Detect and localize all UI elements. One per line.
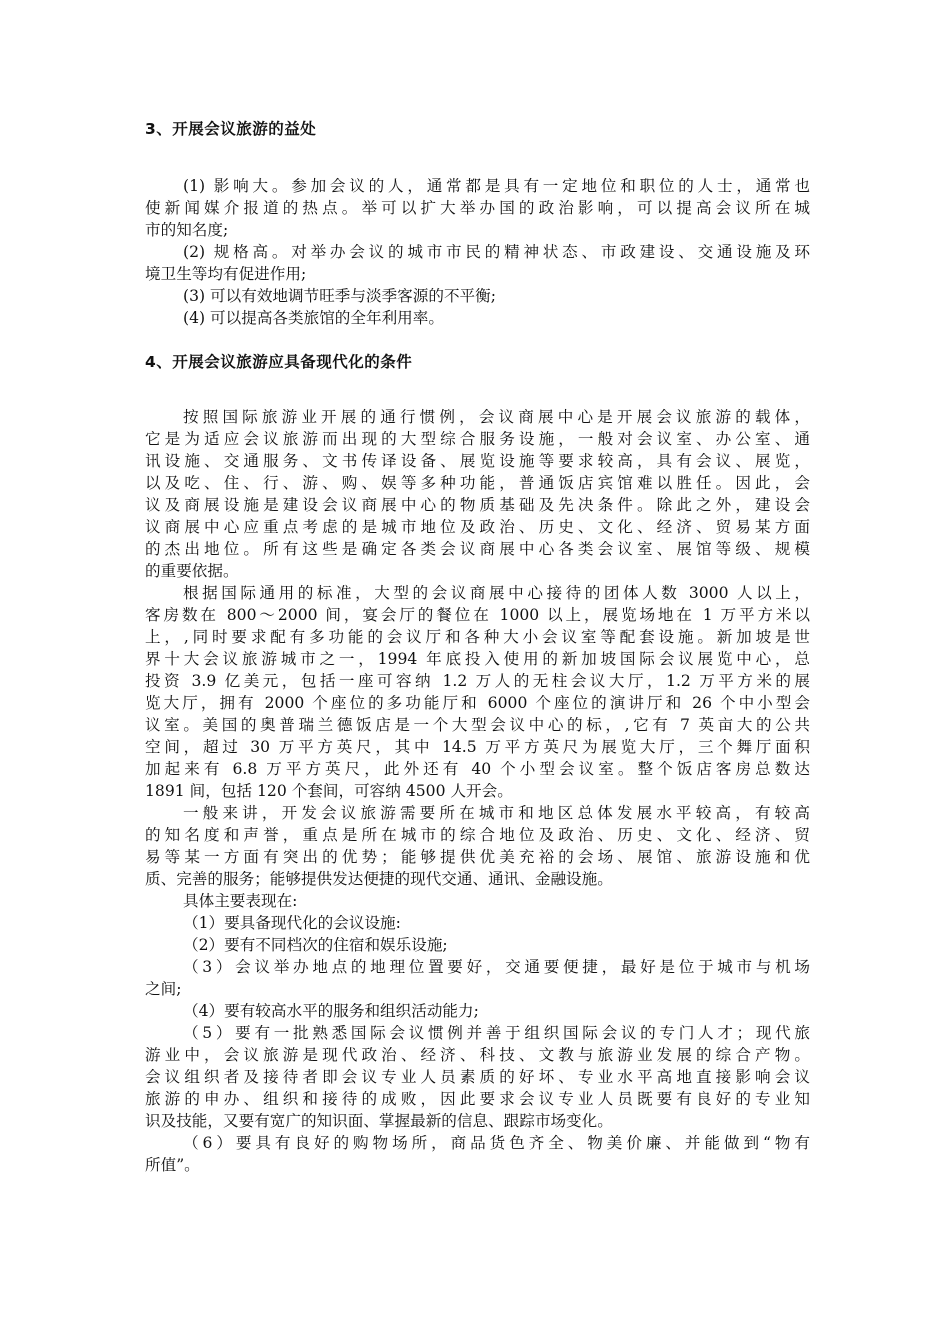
paragraph-line: (2) 规格高。对举办会议的城市市民的精神状态、市政建设、交通设施及环 — [183, 243, 810, 261]
list-item: （3）会议举办地点的地理位置要好，交通要便捷，最好是位于城市与机场 — [183, 958, 810, 976]
paragraph-line: 质、完善的服务；能够提供发达便捷的现代交通、通讯、金融设施。 — [145, 870, 613, 888]
paragraph-line: 的知名度和声誉，重点是所在城市的综合地位及政治、历史、文化、经济、贸 — [145, 826, 810, 844]
list-item-continuation: 旅游的申办、组织和接待的成败，因此要求会议专业人员既要有良好的专业知 — [145, 1090, 810, 1108]
paragraph-line: 易等某一方面有突出的优势；能够提供优美充裕的会场、展馆、旅游设施和优 — [145, 848, 810, 866]
paragraph-line: 上，,同时要求配有多功能的会议厅和各种大小会议室等配套设施。新加坡是世 — [145, 628, 810, 646]
list-item: （4）要有较高水平的服务和组织活动能力; — [183, 1002, 479, 1020]
list-item: （1）要具备现代化的会议设施: — [183, 914, 401, 932]
list-item: （6）要具有良好的购物场所，商品货色齐全、物美价廉、并能做到“物有 — [183, 1134, 810, 1152]
paragraph-line: 它是为适应会议旅游而出现的大型综合服务设施，一般对会议室、办公室、通 — [145, 430, 810, 448]
paragraph-line: 议室。美国的奥普瑞兰德饭店是一个大型会议中心的标，,它有 7 英亩大的公共 — [145, 716, 810, 734]
paragraph-line: 根据国际通用的标准，大型的会议商展中心接待的团体人数 3000 人以上， — [183, 584, 810, 602]
section-3-body — [145, 175, 810, 329]
section-4-heading: 4、开展会议旅游应具备现代化的条件 — [145, 353, 413, 371]
section-3-heading: 3、开展会议旅游的益处 — [145, 120, 317, 138]
list-item-continuation: 所值”。 — [145, 1156, 200, 1174]
paragraph-line: (3) 可以有效地调节旺季与淡季客源的不平衡; — [183, 287, 496, 305]
paragraph-line: 具体主要表现在: — [183, 892, 298, 910]
paragraph-line: 1891 间，包括 120 个套间，可容纳 4500 人开会。 — [145, 782, 513, 800]
paragraph-line: 以及吃、住、行、游、购、娱等多种功能，普通饭店宾馆难以胜任。因此，会 — [145, 474, 810, 492]
paragraph-line: (4) 可以提高各类旅馆的全年利用率。 — [183, 309, 444, 327]
paragraph-line: 的重要依据。 — [145, 562, 239, 580]
paragraph-line: 讯设施、交通服务、文书传译设备、展览设施等要求较高，具有会议、展览， — [145, 452, 810, 470]
list-item: （5）要有一批熟悉国际会议惯例并善于组织国际会议的专门人才；现代旅 — [183, 1024, 810, 1042]
paragraph-line: 空间，超过 30 万平方英尺，其中 14.5 万平方英尺为展览大厅，三个舞厅面积 — [145, 738, 810, 756]
paragraph-line: 议商展中心应重点考虑的是城市地位及政治、历史、文化、经济、贸易某方面 — [145, 518, 810, 536]
list-item-continuation: 会议组织者及接待者即会议专业人员素质的好坏、专业水平高地直接影响会议 — [145, 1068, 810, 1086]
list-item: （2）要有不同档次的住宿和娱乐设施; — [183, 936, 448, 954]
paragraph-line: 览大厅，拥有 2000 个座位的多功能厅和 6000 个座位的演讲厅和 26 个中小型会 — [145, 694, 810, 712]
paragraph-line: 按照国际旅游业开展的通行惯例，会议商展中心是开展会议旅游的载体， — [183, 408, 810, 426]
list-item-continuation: 识及技能，又要有宽广的知识面、掌握最新的信息、跟踪市场变化。 — [145, 1112, 613, 1130]
paragraph-line: 投资 3.9 亿美元，包括一座可容纳 1.2 万人的无柱会议大厅，1.2 万平方米的展 — [145, 672, 810, 690]
paragraph-line: 客房数在 800～2000 间，宴会厅的餐位在 1000 以上，展览场地在 1 万平方米以 — [145, 606, 810, 624]
paragraph-line: 使新闻媒介报道的热点。举可以扩大举办国的政治影响，可以提高会议所在城 — [145, 199, 810, 217]
paragraph-line: 加起来有 6.8 万平方英尺，此外还有 40 个小型会议室。整个饭店客房总数达 — [145, 760, 810, 778]
paragraph-line: 市的知名度; — [145, 221, 229, 239]
paragraph-line: 一般来讲，开发会议旅游需要所在城市和地区总体发展水平较高，有较高 — [183, 804, 810, 822]
list-item-continuation: 之间; — [145, 980, 182, 998]
paragraph-line: 的杰出地位。所有这些是确定各类会议商展中心各类会议室、展馆等级、规模 — [145, 540, 810, 558]
paragraph-line: 境卫生等均有促进作用; — [145, 265, 307, 283]
section-4-body — [145, 406, 810, 1176]
list-item-continuation: 游业中，会议旅游是现代政治、经济、科技、文教与旅游业发展的综合产物。 — [145, 1046, 810, 1064]
paragraph-line: 界十大会议旅游城市之一，1994 年底投入使用的新加坡国际会议展览中心，总 — [145, 650, 810, 668]
paragraph-line: (1) 影响大。参加会议的人，通常都是具有一定地位和职位的人士，通常也 — [183, 177, 810, 195]
paragraph-line: 议及商展设施是建设会议商展中心的物质基础及先决条件。除此之外，建设会 — [145, 496, 810, 514]
